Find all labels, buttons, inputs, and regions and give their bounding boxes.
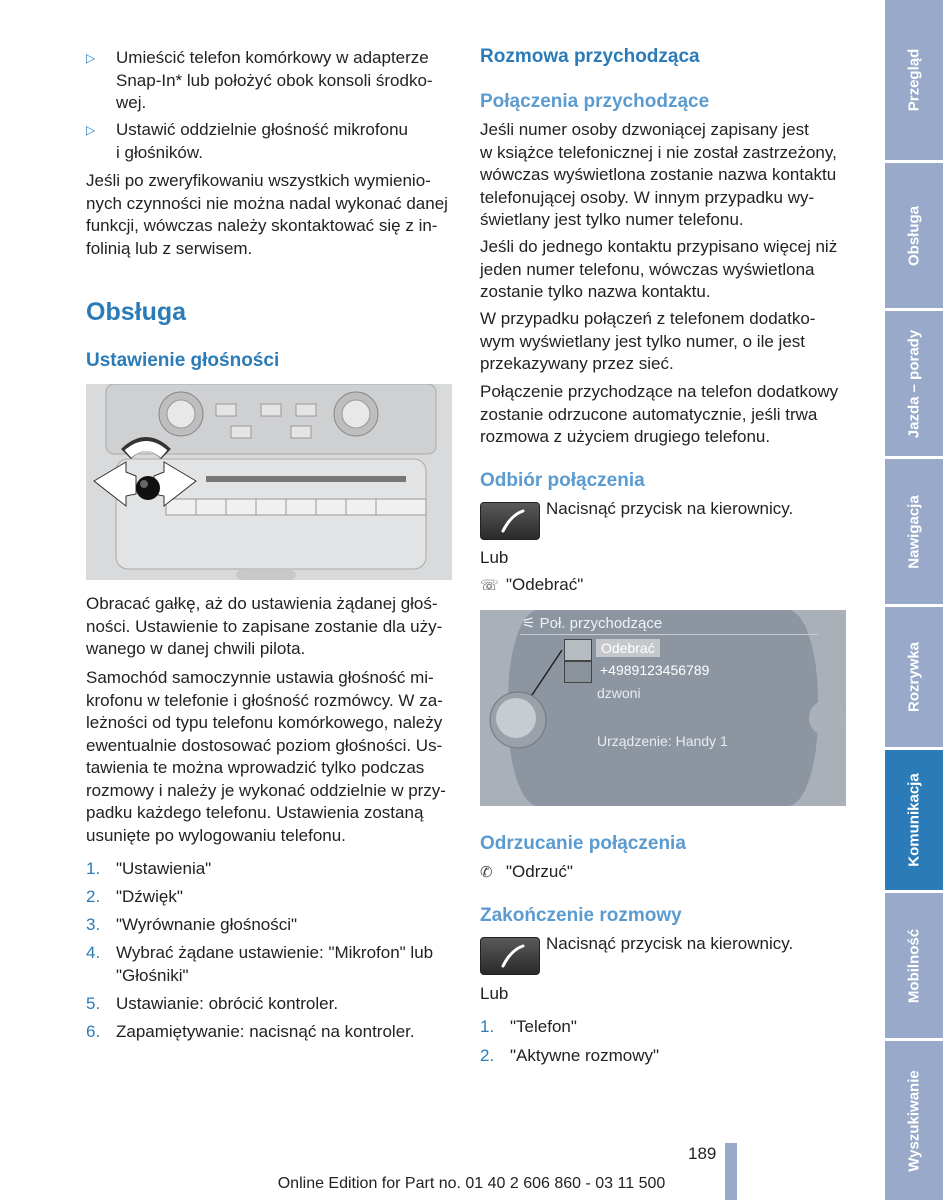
tab-label: Przegląd [905,48,923,112]
call-status: dzwoni [597,685,641,701]
or-text: Lub [480,984,509,1003]
footer: Online Edition for Part no. 01 40 2 606 860 - 03 11 500 [277,1175,666,1192]
phone-handset-icon [481,938,539,974]
tab-overview[interactable] [885,0,943,160]
chapter-tabs [885,0,943,1200]
tab-driving-tips[interactable] [885,311,943,456]
tab-label: Rozrywka [905,641,923,713]
page-number: 189 [688,1144,717,1163]
tab-navigation[interactable] [885,459,943,604]
bullet-triangle: ▷ [86,51,96,65]
screen-title-text: Poł. przychodzące [539,615,663,632]
subsection-heading: Odrzucanie połączenia [480,833,686,854]
instruction-text: Nacisnąć przycisk na kierownicy. [546,499,794,518]
text-line: "Głośniki" [116,965,189,985]
step-text: Zapamiętywanie: nacisnąć na kontroler. [116,1022,415,1041]
text-line: wej. [116,93,147,112]
tab-communication[interactable] [885,750,943,890]
step-number: 2. [86,887,101,906]
paragraph: Samochód samoczynnie ustawia głośność mi- krofonu w telefonie i głośność rozmówcy. W za- leżności od typu telefonu komórkowego, należy ewentualnie dostosować poziom głośności. Us- tawienia te można wprowadzić tylko podczas rozmowy i należy je wykonać oddzielnie w przy- padku każdego telefonu. Ustawienia zostaną usunięte po wylogowaniu telefonu. [86,668,446,845]
step-number: 1. [86,859,101,878]
instruction-text: Nacisnąć przycisk na kierownicy. [546,934,794,953]
phone-handset-icon [481,503,539,539]
radio-console-image [86,384,452,580]
step-number: 4. [86,943,101,962]
tab-label: Nawigacja [905,494,923,569]
tab-operation[interactable] [885,163,943,308]
tab-label: Mobilność [905,928,923,1003]
step-text: Ustawianie: obrócić kontroler. [116,994,339,1013]
step-text: "Wyrównanie głośności" [116,915,298,934]
tab-mobility[interactable] [885,893,943,1038]
section-heading: Obsługa [86,298,187,326]
voice-command-icon: ☏ [480,577,499,594]
bullet-item [116,119,408,164]
text-line: Wybrać żądane ustawienie: "Mikrofon" lub [116,943,434,962]
tab-label: Obsługa [905,205,923,266]
step-text: "Telefon" [510,1017,577,1036]
bullet-item [116,47,433,115]
or-text: Lub [480,548,509,567]
voice-command-text: "Odebrać" [506,575,584,594]
device-label: Urządzenie: Handy 1 [597,733,728,749]
paragraph: Obracać gałkę, aż do ustawienia żądanej głoś- ności. Ustawienie to zapisane zostanie dla uży- wanego w danej chwili pilota. [86,594,443,658]
step-number: 1. [480,1017,495,1036]
paragraph: Połączenie przychodzące na telefon dodatkowy zostanie odrzucone automatycznie, jeśli trwa rozmowa z użyciem drugiego telefonu. [480,382,839,446]
step-number: 3. [86,915,101,934]
step-text: "Aktywne rozmowy" [510,1046,660,1065]
subsection-heading: Połączenia przychodzące [480,91,710,112]
voice-command-text: "Odrzuć" [506,862,573,881]
controller-pointer [480,610,846,806]
text-line: Snap-In* lub położyć obok konsoli środko- [116,70,433,90]
step-number: 2. [480,1046,495,1065]
paragraph: W przypadku połączeń z telefonem dodatko- wym wyświetlany jest tylko numer, o ile jest przekazywany przez sieć. [480,309,816,373]
text-line: i głośników. [116,142,203,162]
screen-title: ⚟ Poł. przychodzące [522,615,663,632]
paragraph: Jeśli numer osoby dzwoniącej zapisany jest w książce telefonicznej i nie został zastrzeżony, wówczas wyświetlona zostanie nazwa kontaktu telefonującej osoby. W innym przypadku wy- świetlany jest tylko numer telefonu. [480,120,837,229]
text-line: Ustawić oddzielnie głośność mikrofonu [116,120,408,139]
step-text [116,942,433,987]
paragraph: Jeśli po zweryfikowaniu wszystkich wymienio- nych czynności nie można nadal wykonać danej funkcji, wówczas należy skontaktować się z in- folinią lub z serwisem. [86,171,448,258]
answer-option[interactable]: Odebrać [596,639,660,657]
paragraph: Jeśli do jednego kontaktu przypisano więcej niż jeden numer telefonu, wówczas wyświetlona zostanie tylko nazwa kontaktu. [480,237,838,301]
subsection-heading: Ustawienie głośności [86,350,280,371]
tab-label: Komunikacja [905,773,923,867]
section-heading: Rozmowa przychodząca [480,46,700,67]
tab-entertainment[interactable] [885,607,943,747]
text-line: Umieścić telefon komórkowy w adapterze [116,48,429,67]
bullet-triangle: ▷ [86,123,96,137]
idrive-screen [480,610,846,806]
tab-label: Jazda – porady [905,329,923,438]
subsection-heading: Zakończenie rozmowy [480,905,682,926]
reject-call-icon: ✆ [480,864,493,881]
step-text: "Dźwięk" [116,887,183,906]
caller-number: +4989123456789 [600,662,710,678]
subsection-heading: Odbiór połączenia [480,470,645,491]
step-number: 5. [86,994,101,1013]
steering-wheel-phone-button [480,502,540,540]
step-text: "Ustawienia" [116,859,212,878]
step-number: 6. [86,1022,101,1041]
steering-wheel-phone-button [480,937,540,975]
tab-label: Wyszukiwanie [905,1069,923,1172]
